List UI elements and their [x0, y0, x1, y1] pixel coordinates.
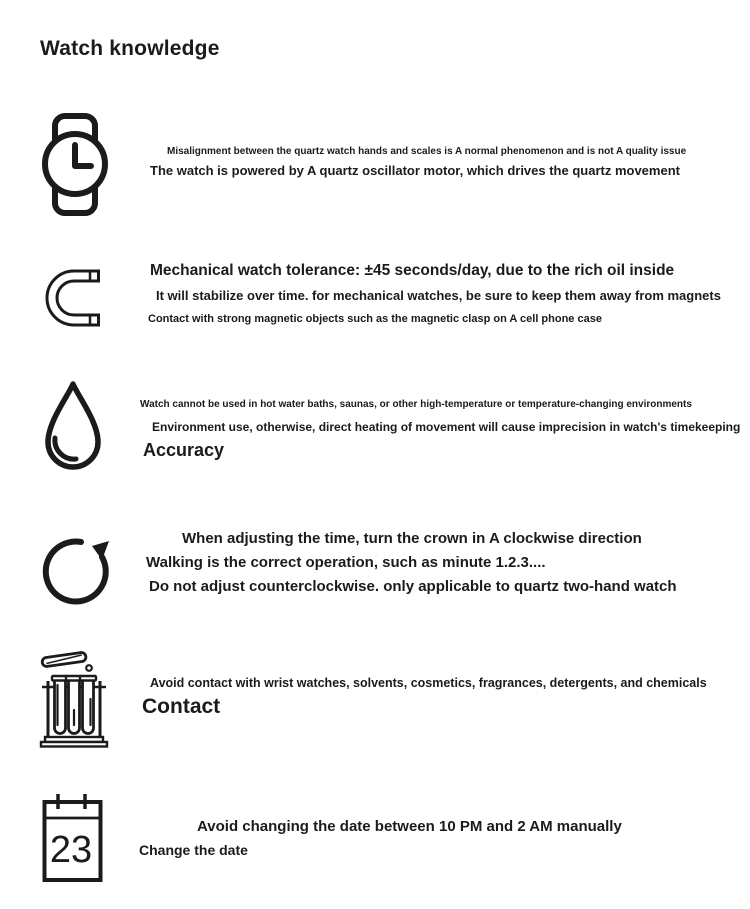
calendar-icon: [42, 792, 103, 883]
quartz-main-line: The watch is powered by A quartz oscillator motor, which drives the quartz movement: [150, 163, 680, 178]
avoid-chemicals-line: Avoid contact with wrist watches, solvents, cosmetics, fragrances, detergents, and chemicals: [150, 676, 707, 690]
water-drop-icon: [40, 380, 106, 478]
accuracy-heading: Accuracy: [143, 440, 225, 460]
walking-line: Walking is the correct operation, such as minute 1.2.3....: [146, 554, 546, 571]
temperature-warning-line: Watch cannot be used in hot water baths, saunas, or other high-temperature or temperature-changing environments: [140, 399, 692, 410]
calendar-day-number: 23: [49, 829, 93, 871]
clockwise-arrow-icon: [42, 529, 112, 607]
magnet-tolerance-line: Mechanical watch tolerance: ±45 seconds/day, due to the rich oil inside: [150, 262, 675, 279]
avoid-date-change-line: Avoid changing the date between 10 PM and 2 AM manually: [197, 818, 622, 835]
counterclockwise-line: Do not adjust counterclockwise. only applicable to quartz two-hand watch: [149, 578, 677, 595]
magnet-contact-line: Contact with strong magnetic objects such as the magnetic clasp on A cell phone case: [148, 313, 602, 325]
wristwatch-icon: [42, 113, 108, 216]
magnet-icon: [42, 267, 112, 329]
contact-heading: Contact: [142, 695, 221, 718]
test-tubes-icon: [37, 647, 111, 748]
clockwise-line: When adjusting the time, turn the crown in A clockwise direction: [182, 530, 642, 547]
page-title: Watch knowledge: [40, 37, 220, 60]
change-date-heading: Change the date: [139, 842, 248, 858]
magnet-stabilize-line: It will stabilize over time. for mechanical watches, be sure to keep them away from magnets: [156, 288, 721, 303]
environment-line: Environment use, otherwise, direct heating of movement will cause imprecision in watch's timekeeping: [152, 420, 741, 434]
quartz-note-line: Misalignment between the quartz watch hands and scales is A normal phenomenon and is not A quality issue: [167, 146, 687, 157]
